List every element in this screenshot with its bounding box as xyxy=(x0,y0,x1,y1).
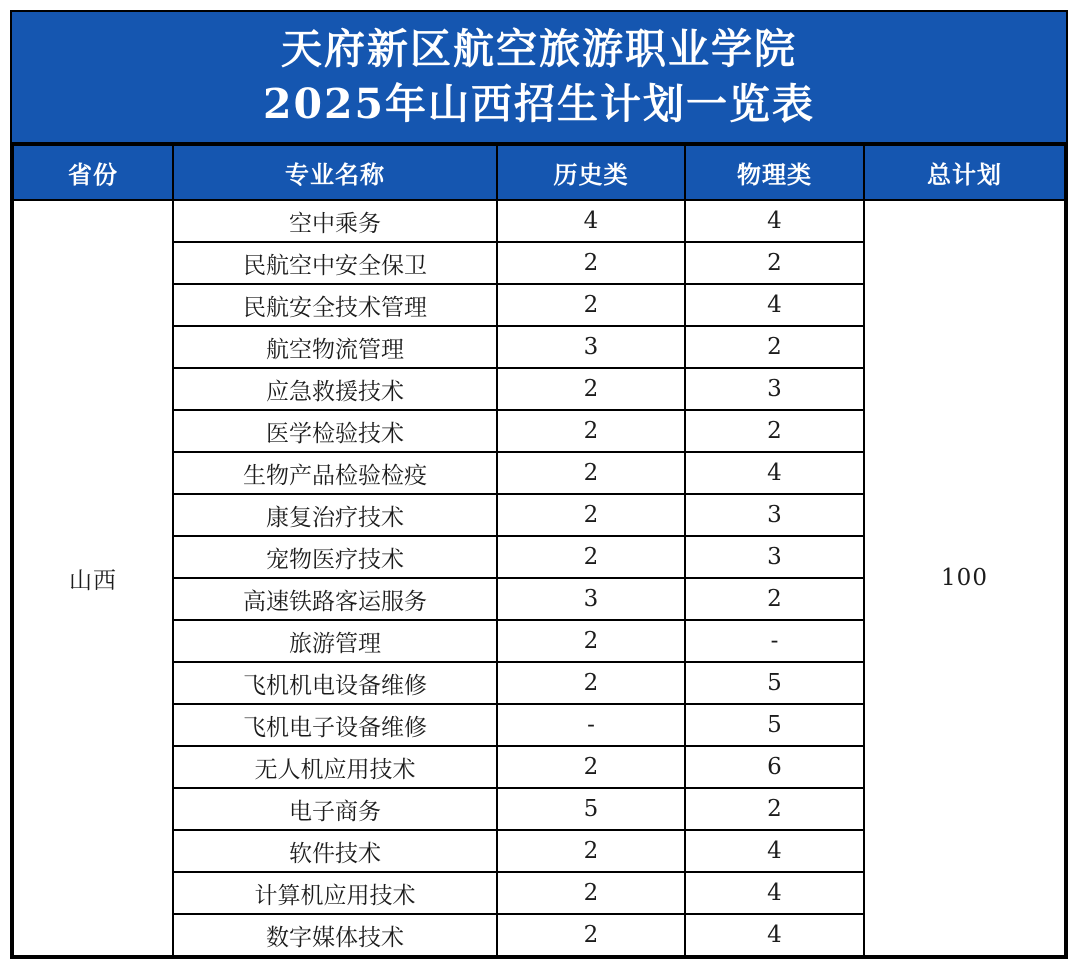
physics-count-cell: 5 xyxy=(685,662,864,704)
history-count-cell: 3 xyxy=(497,326,685,368)
history-count-cell: 3 xyxy=(497,578,685,620)
history-count-cell: 2 xyxy=(497,242,685,284)
physics-count-cell: 5 xyxy=(685,704,864,746)
history-count-cell: 2 xyxy=(497,620,685,662)
history-count-cell: 2 xyxy=(497,536,685,578)
enrollment-plan-sheet xyxy=(10,10,1068,959)
history-count-cell: 2 xyxy=(497,872,685,914)
major-cell: 电子商务 xyxy=(173,788,497,830)
physics-count-cell: 2 xyxy=(685,578,864,620)
physics-count-cell: 4 xyxy=(685,200,864,242)
major-cell: 计算机应用技术 xyxy=(173,872,497,914)
physics-count-cell: 4 xyxy=(685,872,864,914)
header-cell-history: 历史类 xyxy=(497,145,685,200)
page-title-line1: 天府新区航空旅游职业学院 xyxy=(281,24,797,73)
physics-count-cell: 2 xyxy=(685,326,864,368)
physics-count-cell: 3 xyxy=(685,494,864,536)
physics-count-cell: 2 xyxy=(685,242,864,284)
physics-count-cell: 2 xyxy=(685,410,864,452)
total-plan-cell: 100 xyxy=(864,200,1065,956)
major-cell: 生物产品检验检疫 xyxy=(173,452,497,494)
major-cell: 飞机机电设备维修 xyxy=(173,662,497,704)
history-count-cell: 2 xyxy=(497,452,685,494)
history-count-cell: 2 xyxy=(497,662,685,704)
physics-count-cell: 2 xyxy=(685,788,864,830)
history-count-cell: 2 xyxy=(497,746,685,788)
history-count-cell: 2 xyxy=(497,830,685,872)
major-cell: 空中乘务 xyxy=(173,200,497,242)
physics-count-cell: 4 xyxy=(685,284,864,326)
history-count-cell: 2 xyxy=(497,284,685,326)
major-cell: 飞机电子设备维修 xyxy=(173,704,497,746)
history-count-cell: - xyxy=(497,704,685,746)
major-cell: 数字媒体技术 xyxy=(173,914,497,956)
major-cell: 应急救援技术 xyxy=(173,368,497,410)
major-cell: 无人机应用技术 xyxy=(173,746,497,788)
physics-count-cell: 3 xyxy=(685,536,864,578)
history-count-cell: 2 xyxy=(497,410,685,452)
major-cell: 高速铁路客运服务 xyxy=(173,578,497,620)
header-cell-major: 专业名称 xyxy=(173,145,497,200)
page-title-line2: 2025年山西招生计划一览表 xyxy=(262,80,816,128)
province-cell: 山西 xyxy=(13,200,173,956)
title-banner xyxy=(12,12,1066,144)
physics-count-cell: 6 xyxy=(685,746,864,788)
major-cell: 宠物医疗技术 xyxy=(173,536,497,578)
header-cell-province: 省份 xyxy=(13,145,173,200)
major-cell: 航空物流管理 xyxy=(173,326,497,368)
physics-count-cell: 4 xyxy=(685,914,864,956)
major-cell: 民航空中安全保卫 xyxy=(173,242,497,284)
header-cell-physics: 物理类 xyxy=(685,145,864,200)
history-count-cell: 4 xyxy=(497,200,685,242)
major-cell: 软件技术 xyxy=(173,830,497,872)
major-cell: 民航安全技术管理 xyxy=(173,284,497,326)
history-count-cell: 5 xyxy=(497,788,685,830)
physics-count-cell: 4 xyxy=(685,452,864,494)
major-cell: 医学检验技术 xyxy=(173,410,497,452)
history-count-cell: 2 xyxy=(497,914,685,956)
table-row xyxy=(13,200,1065,242)
enrollment-table xyxy=(12,144,1066,957)
history-count-cell: 2 xyxy=(497,494,685,536)
header-cell-total: 总计划 xyxy=(864,145,1065,200)
physics-count-cell: 4 xyxy=(685,830,864,872)
major-cell: 旅游管理 xyxy=(173,620,497,662)
major-cell: 康复治疗技术 xyxy=(173,494,497,536)
table-header-row xyxy=(13,145,1065,200)
physics-count-cell: 3 xyxy=(685,368,864,410)
physics-count-cell: - xyxy=(685,620,864,662)
history-count-cell: 2 xyxy=(497,368,685,410)
